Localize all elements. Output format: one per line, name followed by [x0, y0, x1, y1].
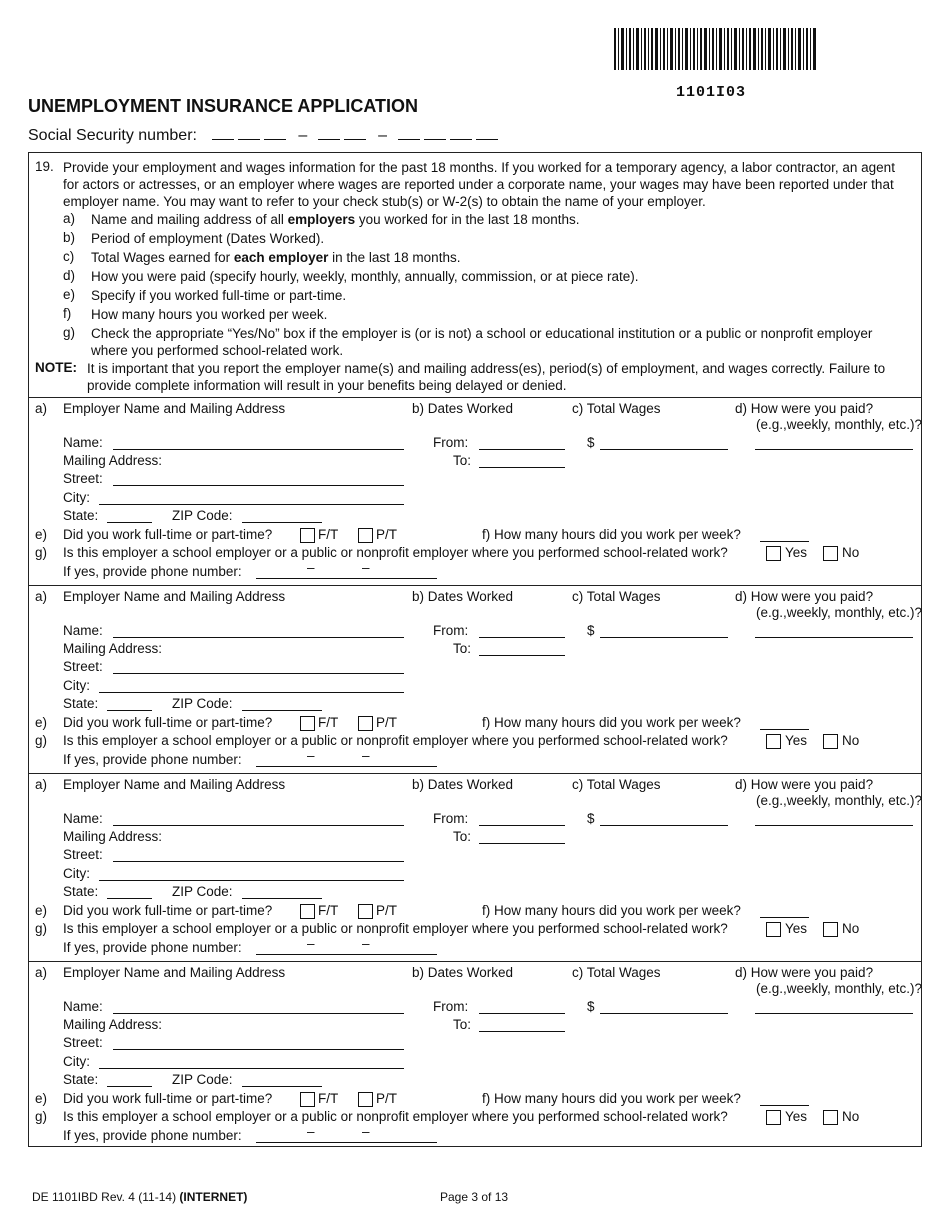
from-label: From:: [433, 435, 469, 450]
ssn-digit-field[interactable]: [398, 125, 420, 140]
state-field[interactable]: [107, 710, 152, 711]
street-field[interactable]: [113, 485, 404, 486]
zip-label: ZIP Code:: [172, 1072, 233, 1087]
phone-dash: –: [307, 936, 315, 951]
instruction-letter: f): [63, 306, 72, 321]
to-label: To:: [453, 641, 472, 656]
instruction-text: [91, 268, 911, 285]
school-yes-checkbox[interactable]: [766, 1110, 781, 1125]
mailing-address-label: Mailing Address:: [63, 1017, 163, 1032]
school-employer-question: Is this employer a school employer or a public or nonprofit employer where you performed school-related work?: [63, 733, 728, 748]
state-field[interactable]: [107, 1086, 152, 1087]
instruction-text-bold: employers: [287, 212, 356, 227]
dates-worked-header: b) Dates Worked: [412, 589, 514, 604]
instruction-text-part: How many hours you worked per week.: [91, 307, 328, 322]
employer-g-letter: g): [35, 545, 48, 560]
instruction-text-part: Check the appropriate “Yes/No” box if the employer is (or is not) a school or educational institution or a public or nonprofit employer where you performed school-related work.: [91, 326, 873, 358]
employer-name-label: Name:: [63, 811, 103, 826]
school-no-checkbox[interactable]: [823, 546, 838, 561]
state-field[interactable]: [107, 522, 152, 523]
employer-name-address-header: Employer Name and Mailing Address: [63, 965, 286, 980]
question-19-frame: [28, 152, 922, 1147]
date-to-field[interactable]: [479, 1031, 565, 1032]
how-paid-field[interactable]: [755, 637, 913, 638]
phone-number-field[interactable]: [256, 954, 437, 955]
ssn-digit-field[interactable]: [344, 125, 366, 140]
full-time-checkbox[interactable]: [300, 1092, 315, 1107]
phone-dash: –: [362, 1124, 370, 1139]
employer-name-label: Name:: [63, 999, 103, 1014]
total-wages-field[interactable]: [600, 637, 728, 638]
part-time-checkbox[interactable]: [358, 904, 373, 919]
note-text: It is important that you report the employer name(s) and mailing address(es), period(s) of employment, and wages correctly. Failure to provide complete information will result in your benefits being delayed or denied.: [87, 361, 886, 393]
instruction-text-part: Total Wages earned for: [91, 250, 234, 265]
employer-entry: [29, 585, 921, 774]
phone-number-label: If yes, provide phone number:: [63, 752, 242, 767]
employer-name-address-header: Employer Name and Mailing Address: [63, 401, 286, 416]
to-label: To:: [453, 1017, 472, 1032]
employer-entry: [29, 773, 921, 962]
school-no-checkbox[interactable]: [823, 734, 838, 749]
total-wages-header: c) Total Wages: [572, 777, 661, 792]
employer-a-letter: a): [35, 777, 48, 792]
instructions-section: [29, 153, 921, 398]
school-no-label: No: [842, 733, 860, 748]
instruction-text: [91, 249, 911, 266]
form-id: [32, 1190, 247, 1204]
zip-code-field[interactable]: [242, 898, 322, 899]
date-from-field[interactable]: [479, 637, 565, 638]
phone-dash: –: [362, 748, 370, 763]
school-employer-question: Is this employer a school employer or a public or nonprofit employer where you performed school-related work?: [63, 921, 728, 936]
employer-name-address-header: Employer Name and Mailing Address: [63, 589, 286, 604]
ssn-digit-field[interactable]: [212, 125, 234, 140]
full-time-checkbox[interactable]: [300, 904, 315, 919]
ssn-label: Social Security number:: [28, 127, 197, 144]
employer-name-field[interactable]: [113, 449, 404, 450]
zip-label: ZIP Code:: [172, 508, 233, 523]
employer-e-letter: e): [35, 1091, 48, 1106]
question-number: 19.: [35, 159, 54, 174]
instructions-intro: Provide your employment and wages information for the past 18 months. If you worked for a temporary agency, a labor contractor, an agent for actors or actresses, or an employer where wages are reported under a corporate name, your wages may have been reported under that employer name. You may want to refer to your check stub(s) or W-2(s) to obtain the name of your employer.: [63, 160, 895, 209]
street-label: Street:: [63, 659, 103, 674]
city-label: City:: [63, 866, 90, 881]
mailing-address-label: Mailing Address:: [63, 641, 163, 656]
state-label: State:: [63, 696, 99, 711]
part-time-checkbox[interactable]: [358, 528, 373, 543]
dollar-sign: $: [587, 811, 595, 826]
phone-number-field[interactable]: [256, 578, 437, 579]
employer-name-field[interactable]: [113, 1013, 404, 1014]
street-label: Street:: [63, 471, 103, 486]
hours-per-week-field[interactable]: [760, 917, 809, 918]
hours-per-week-field[interactable]: [760, 729, 809, 730]
full-part-time-question: Did you work full-time or part-time?: [63, 1091, 273, 1106]
employer-e-letter: e): [35, 903, 48, 918]
how-paid-example: (e.g.,weekly, monthly, etc.)?: [756, 793, 923, 808]
full-time-label: F/T: [318, 715, 339, 730]
ssn-dash: –: [298, 127, 308, 144]
city-label: City:: [63, 490, 90, 505]
date-to-field[interactable]: [479, 655, 565, 656]
total-wages-header: c) Total Wages: [572, 401, 661, 416]
phone-dash: –: [307, 560, 315, 575]
to-label: To:: [453, 829, 472, 844]
school-employer-question: Is this employer a school employer or a public or nonprofit employer where you performed school-related work?: [63, 1109, 728, 1124]
phone-number-field[interactable]: [256, 766, 437, 767]
instruction-text: [91, 211, 911, 228]
phone-number-label: If yes, provide phone number:: [63, 940, 242, 955]
dates-worked-header: b) Dates Worked: [412, 401, 514, 416]
part-time-label: P/T: [376, 903, 398, 918]
hours-per-week-question: f) How many hours did you work per week?: [482, 715, 741, 730]
school-yes-label: Yes: [785, 733, 808, 748]
state-label: State:: [63, 508, 99, 523]
instruction-letter: b): [63, 230, 76, 245]
how-paid-example: (e.g.,weekly, monthly, etc.)?: [756, 605, 923, 620]
part-time-checkbox[interactable]: [358, 1092, 373, 1107]
employer-e-letter: e): [35, 527, 48, 542]
full-time-label: F/T: [318, 1091, 339, 1106]
from-label: From:: [433, 999, 469, 1014]
school-no-checkbox[interactable]: [823, 922, 838, 937]
ssn-digit-field[interactable]: [450, 125, 472, 140]
how-paid-field[interactable]: [755, 449, 913, 450]
instruction-text: [91, 325, 911, 359]
total-wages-field[interactable]: [600, 825, 728, 826]
date-from-field[interactable]: [479, 825, 565, 826]
employer-a-letter: a): [35, 401, 48, 416]
street-field[interactable]: [113, 1049, 404, 1050]
city-field[interactable]: [99, 504, 404, 505]
part-time-label: P/T: [376, 527, 398, 542]
instruction-letter: d): [63, 268, 76, 283]
page-number: Page 3 of 13: [440, 1190, 509, 1204]
full-part-time-question: Did you work full-time or part-time?: [63, 903, 273, 918]
phone-dash: –: [362, 936, 370, 951]
instruction-letter: g): [63, 325, 76, 340]
instruction-text: [91, 306, 911, 323]
phone-dash: –: [307, 1124, 315, 1139]
city-field[interactable]: [99, 692, 404, 693]
how-paid-example: (e.g.,weekly, monthly, etc.)?: [756, 417, 923, 432]
employer-name-label: Name:: [63, 435, 103, 450]
school-yes-label: Yes: [785, 1109, 808, 1124]
how-paid-header: d) How were you paid?: [735, 965, 874, 980]
city-label: City:: [63, 1054, 90, 1069]
total-wages-header: c) Total Wages: [572, 589, 661, 604]
employer-g-letter: g): [35, 733, 48, 748]
employer-a-letter: a): [35, 965, 48, 980]
phone-dash: –: [362, 560, 370, 575]
school-no-label: No: [842, 921, 860, 936]
employer-entry: [29, 397, 921, 586]
instruction-text-bold: each employer: [233, 250, 329, 265]
how-paid-field[interactable]: [755, 1013, 913, 1014]
phone-number-label: If yes, provide phone number:: [63, 564, 242, 579]
state-label: State:: [63, 1072, 99, 1087]
school-no-checkbox[interactable]: [823, 1110, 838, 1125]
total-wages-header: c) Total Wages: [572, 965, 661, 980]
ssn-digit-field[interactable]: [424, 125, 446, 140]
hours-per-week-question: f) How many hours did you work per week?: [482, 903, 741, 918]
state-label: State:: [63, 884, 99, 899]
ssn-digit-field[interactable]: [318, 125, 340, 140]
from-label: From:: [433, 811, 469, 826]
city-field[interactable]: [99, 880, 404, 881]
how-paid-header: d) How were you paid?: [735, 777, 874, 792]
city-field[interactable]: [99, 1068, 404, 1069]
instruction-text: [91, 287, 911, 304]
school-yes-label: Yes: [785, 545, 808, 560]
total-wages-field[interactable]: [600, 449, 728, 450]
hours-per-week-question: f) How many hours did you work per week?: [482, 1091, 741, 1106]
phone-dash: –: [307, 748, 315, 763]
employer-name-label: Name:: [63, 623, 103, 638]
employer-g-letter: g): [35, 921, 48, 936]
from-label: From:: [433, 623, 469, 638]
ssn-row: [28, 125, 502, 145]
school-yes-checkbox[interactable]: [766, 734, 781, 749]
street-field[interactable]: [113, 673, 404, 674]
total-wages-field[interactable]: [600, 1013, 728, 1014]
city-label: City:: [63, 678, 90, 693]
full-time-checkbox[interactable]: [300, 716, 315, 731]
hours-per-week-question: f) How many hours did you work per week?: [482, 527, 741, 542]
hours-per-week-field[interactable]: [760, 1105, 809, 1106]
full-part-time-question: Did you work full-time or part-time?: [63, 527, 273, 542]
note-label: NOTE:: [35, 360, 77, 375]
date-from-field[interactable]: [479, 1013, 565, 1014]
employer-g-letter: g): [35, 1109, 48, 1124]
part-time-label: P/T: [376, 1091, 398, 1106]
instruction-text-part: Period of employment (Dates Worked).: [91, 231, 325, 246]
to-label: To:: [453, 453, 472, 468]
how-paid-field[interactable]: [755, 825, 913, 826]
dollar-sign: $: [587, 435, 595, 450]
instruction-text: [91, 230, 911, 247]
full-time-label: F/T: [318, 527, 339, 542]
full-part-time-question: Did you work full-time or part-time?: [63, 715, 273, 730]
zip-code-field[interactable]: [242, 1086, 322, 1087]
dollar-sign: $: [587, 623, 595, 638]
state-field[interactable]: [107, 898, 152, 899]
school-yes-checkbox[interactable]: [766, 546, 781, 561]
full-time-label: F/T: [318, 903, 339, 918]
date-from-field[interactable]: [479, 449, 565, 450]
ssn-digit-field[interactable]: [264, 125, 286, 140]
ssn-digit-field[interactable]: [476, 125, 498, 140]
employer-a-letter: a): [35, 589, 48, 604]
part-time-checkbox[interactable]: [358, 716, 373, 731]
ssn-dash: –: [378, 127, 388, 144]
dates-worked-header: b) Dates Worked: [412, 777, 514, 792]
mailing-address-label: Mailing Address:: [63, 453, 163, 468]
page-title: UNEMPLOYMENT INSURANCE APPLICATION: [28, 96, 419, 116]
instruction-text-part: in the last 18 months.: [328, 250, 461, 265]
ssn-digit-field[interactable]: [238, 125, 260, 140]
barcode-number: 1101I03: [676, 84, 747, 101]
instruction-text-part: Name and mailing address of all: [91, 212, 288, 227]
instruction-letter: e): [63, 287, 76, 302]
employer-name-address-header: Employer Name and Mailing Address: [63, 777, 286, 792]
how-paid-example: (e.g.,weekly, monthly, etc.)?: [756, 981, 923, 996]
street-label: Street:: [63, 847, 103, 862]
how-paid-header: d) How were you paid?: [735, 401, 874, 416]
employer-name-field[interactable]: [113, 637, 404, 638]
part-time-label: P/T: [376, 715, 398, 730]
instruction-letter: a): [63, 211, 76, 226]
phone-number-field[interactable]: [256, 1142, 437, 1143]
zip-code-field[interactable]: [242, 710, 322, 711]
employer-e-letter: e): [35, 715, 48, 730]
zip-code-field[interactable]: [242, 522, 322, 523]
instruction-letter: c): [63, 249, 75, 264]
mailing-address-label: Mailing Address:: [63, 829, 163, 844]
form-id-internet: (INTERNET): [179, 1190, 248, 1204]
school-yes-label: Yes: [785, 921, 808, 936]
school-employer-question: Is this employer a school employer or a public or nonprofit employer where you performed school-related work?: [63, 545, 728, 560]
instruction-text-part: How you were paid (specify hourly, weekly, monthly, annually, commission, or at piece rate).: [91, 269, 639, 284]
instruction-text-part: Specify if you worked full-time or part-time.: [91, 288, 347, 303]
zip-label: ZIP Code:: [172, 696, 233, 711]
instruction-text-part: you worked for in the last 18 months.: [355, 212, 580, 227]
employer-name-field[interactable]: [113, 825, 404, 826]
hours-per-week-field[interactable]: [760, 541, 809, 542]
school-no-label: No: [842, 545, 860, 560]
dates-worked-header: b) Dates Worked: [412, 965, 514, 980]
street-label: Street:: [63, 1035, 103, 1050]
street-field[interactable]: [113, 861, 404, 862]
employer-entry: [29, 961, 921, 1149]
school-yes-checkbox[interactable]: [766, 922, 781, 937]
phone-number-label: If yes, provide phone number:: [63, 1128, 242, 1143]
date-to-field[interactable]: [479, 467, 565, 468]
zip-label: ZIP Code:: [172, 884, 233, 899]
barcode-image: [614, 28, 818, 70]
dollar-sign: $: [587, 999, 595, 1014]
form-id-text: DE 1101IBD Rev. 4 (11-14): [32, 1190, 180, 1204]
date-to-field[interactable]: [479, 843, 565, 844]
how-paid-header: d) How were you paid?: [735, 589, 874, 604]
full-time-checkbox[interactable]: [300, 528, 315, 543]
school-no-label: No: [842, 1109, 860, 1124]
